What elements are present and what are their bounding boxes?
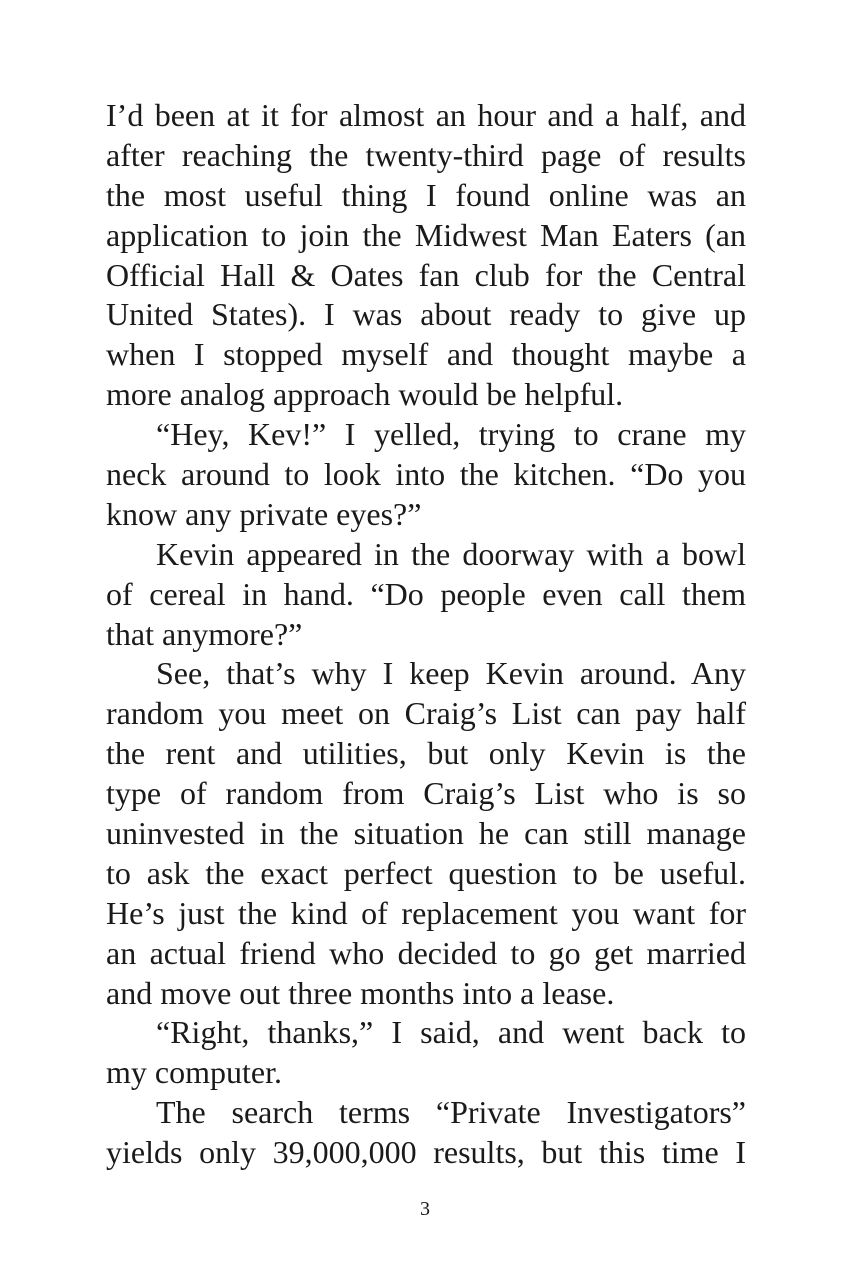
- text-line: type of random from Craig’s List who is so: [106, 775, 746, 812]
- text-line: neck around to look into the kitchen. “Do you: [106, 456, 746, 493]
- paragraph: [106, 415, 746, 535]
- text-line: an actual friend who decided to go get married: [106, 934, 746, 971]
- text-line: “Hey, Kev!” I yelled, trying to crane my: [156, 416, 746, 453]
- text-line: random you meet on Craig’s List can pay half: [106, 695, 746, 732]
- text-line: of cereal in hand. “Do people even call them: [106, 575, 746, 612]
- text-line: that anymore?”: [106, 615, 303, 652]
- text-line: See, that’s why I keep Kevin around. Any: [156, 655, 746, 692]
- text-line: after reaching the twenty-third page of results: [106, 136, 746, 173]
- text-line: The search terms “Private Investigators”: [156, 1094, 746, 1131]
- text-line: uninvested in the situation he can still manage: [106, 815, 746, 852]
- text-line: my computer.: [106, 1054, 282, 1091]
- text-line: when I stopped myself and thought maybe a: [106, 336, 746, 373]
- text-line: yields only 39,000,000 results, but this time I: [106, 1134, 746, 1171]
- paragraph: [106, 1093, 746, 1173]
- text-line: the rent and utilities, but only Kevin is the: [106, 735, 746, 772]
- paragraph: [106, 96, 746, 415]
- text-line: “Right, thanks,” I said, and went back to: [156, 1014, 746, 1051]
- text-line: He’s just the kind of replacement you want for: [106, 894, 746, 931]
- paragraph: [106, 654, 746, 1013]
- page-number: 3: [420, 1198, 430, 1220]
- text-line: application to join the Midwest Man Eaters (an: [106, 216, 746, 253]
- text-line: Official Hall & Oates fan club for the Central: [106, 256, 746, 293]
- text-line: Kevin appeared in the doorway with a bowl: [156, 535, 746, 572]
- text-line: to ask the exact perfect question to be useful.: [106, 854, 746, 891]
- text-line: and move out three months into a lease.: [106, 974, 615, 1011]
- text-line: United States). I was about ready to give up: [106, 296, 746, 333]
- text-line: I’d been at it for almost an hour and a half, and: [106, 97, 746, 133]
- text-line: more analog approach would be helpful.: [106, 376, 624, 413]
- body-text: [106, 96, 746, 1173]
- paragraph: [106, 535, 746, 655]
- text-line: know any private eyes?”: [106, 495, 422, 532]
- paragraph: [106, 1013, 746, 1093]
- text-line: the most useful thing I found online was an: [106, 176, 746, 213]
